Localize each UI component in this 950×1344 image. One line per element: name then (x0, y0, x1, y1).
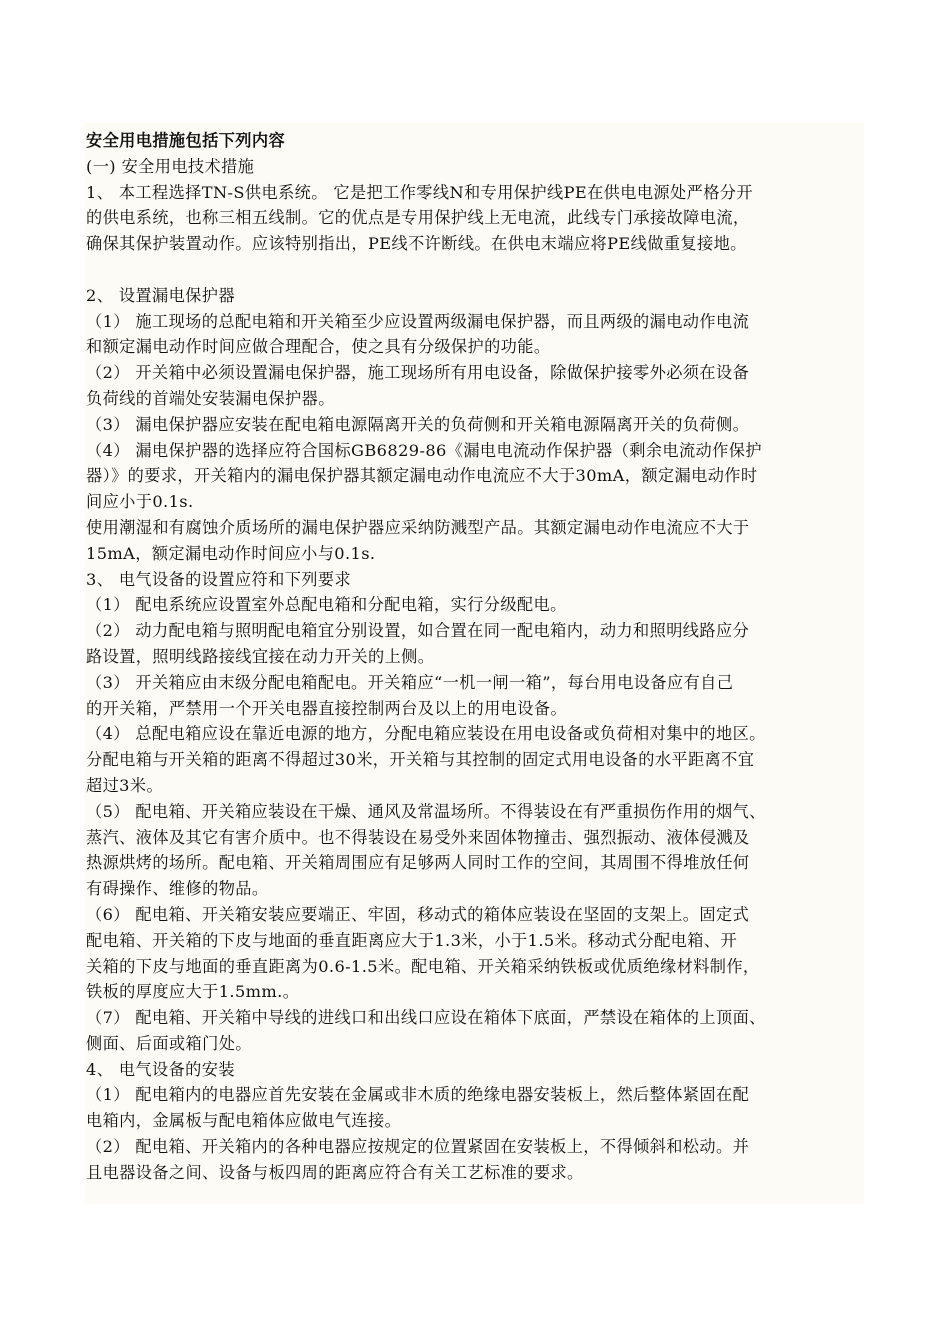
document-title: 安全用电措施包括下列内容 (86, 131, 286, 150)
paragraph-line: 热源烘烤的场所。配电箱、开关箱周围应有足够两人同时工作的空间，其周围不得堆放任何 (86, 853, 750, 873)
paragraph-line: 的供电系统，也称三相五线制。它的优点是专用保护线上无电流，此线专门承接故障电流， (86, 208, 750, 228)
paragraph-line: 铁板的厚度应大于1.5mm.。 (86, 982, 300, 1002)
paragraph-line: 有碍操作、维修的物品。 (86, 879, 269, 899)
paragraph-line: 1、 本工程选择TN-S供电系统。 它是把工作零线N和专用保护线PE在供电电源处严格分开 (86, 182, 753, 202)
blank-line (86, 257, 866, 283)
item-heading: 2、 设置漏电保护器 (86, 285, 235, 305)
paragraph-line: 关箱的下皮与地面的垂直距离为0.6-1.5米。配电箱、开关箱采纳铁板或优质绝缘材料制作， (86, 956, 760, 976)
paragraph-line: （1） 施工现场的总配电箱和开关箱至少应设置两级漏电保护器，而且两级的漏电动作电流 (86, 311, 750, 331)
paragraph-line: 蒸汽、液体及其它有害介质中。也不得装设在易受外来固体物撞击、强烈振动、液体侵溅及 (86, 827, 750, 847)
paragraph-line: 分配电箱与开关箱的距离不得超过30米，开关箱与其控制的固定式用电设备的水平距离不宜 (86, 750, 755, 770)
paragraph-line: 配电箱、开关箱的下皮与地面的垂直距离应大于1.3米，小于1.5米。移动式分配电箱、开 (86, 930, 738, 950)
paragraph-line: 间应小于0.1s. (86, 492, 194, 512)
paragraph-line: （5） 配电箱、开关箱应装设在干燥、通风及常温场所。不得装设在有严重损伤作用的烟气、 (86, 801, 766, 821)
paragraph-line: 超过3米。 (86, 775, 164, 795)
paragraph-line: （3） 漏电保护器应安装在配电箱电源隔离开关的负荷侧和开关箱电源隔离开关的负荷侧。 (86, 414, 750, 434)
paragraph-line: 确保其保护装置动作。应该特别指出，PE线不许断线。在供电末端应将PE线做重复接地。 (86, 234, 747, 254)
paragraph-line: （3） 开关箱应由末级分配电箱配电。开关箱应“一机一闸一箱”，每台用电设备应有自己 (86, 672, 734, 692)
paragraph-line: 使用潮湿和有腐蚀介质场所的漏电保护器应采纳防溅型产品。其额定漏电动作电流应不大于 (86, 517, 750, 537)
paragraph-line: 的开关箱，严禁用一个开关电器直接控制两台及以上的用电设备。 (86, 698, 568, 718)
paragraph-line: 负荷线的首端处安装漏电保护器。 (86, 388, 335, 408)
paragraph-line: （1） 配电系统应设置室外总配电箱和分配电箱，实行分级配电。 (86, 595, 567, 615)
paragraph-line: 和额定漏电动作时间应做合理配合，使之具有分级保护的功能。 (86, 337, 551, 357)
paragraph-line: 且电器设备之间、设备与板四周的距离应符合有关工艺标准的要求。 (86, 1162, 584, 1182)
paragraph-line: （2） 配电箱、开关箱内的各种电器应按规定的位置紧固在安装板上，不得倾斜和松动。并 (86, 1137, 750, 1157)
paragraph-line: （7） 配电箱、开关箱中导线的进线口和出线口应设在箱体下底面，严禁设在箱体的上顶面、 (86, 1008, 766, 1028)
paragraph-line: （2） 开关箱中必须设置漏电保护器，施工现场所有用电设备，除做保护接零外必须在设备 (86, 363, 750, 383)
paragraph-line: （4） 漏电保护器的选择应符合国标GB6829-86《漏电电流动作保护器（剩余电流动作保护 (86, 440, 762, 460)
section-heading: (一) 安全用电技术措施 (86, 156, 255, 176)
paragraph-line: 电箱内，金属板与配电箱体应做电气连接。 (86, 1111, 402, 1131)
item-heading: 3、 电气设备的设置应符和下列要求 (86, 569, 352, 589)
paragraph-line: 路设置，照明线路接线宜接在动力开关的上侧。 (86, 646, 435, 666)
paragraph-line: （2） 动力配电箱与照明配电箱宜分别设置，如合置在同一配电箱内，动力和照明线路应分 (86, 621, 750, 641)
paragraph-line: （1） 配电箱内的电器应首先安装在金属或非木质的绝缘电器安装板上，然后整体紧固在配 (86, 1085, 750, 1105)
paragraph-line: 15mA，额定漏电动作时间应小与0.1s. (86, 543, 376, 563)
paragraph-line: 器）》的要求，开关箱内的漏电保护器其额定漏电动作电流应不大于30mA，额定漏电动作时 (86, 466, 758, 486)
item-heading: 4、 电气设备的安装 (86, 1059, 235, 1079)
paragraph-line: 侧面、后面或箱门处。 (86, 1033, 252, 1053)
paragraph-line: （6） 配电箱、开关箱安装应要端正、牢固，移动式的箱体应装设在坚固的支架上。固定式 (86, 904, 750, 924)
document-body (86, 128, 866, 1186)
paragraph-line: （4） 总配电箱应设在靠近电源的地方，分配电箱应装设在用电设备或负荷相对集中的地区。 (86, 724, 766, 744)
